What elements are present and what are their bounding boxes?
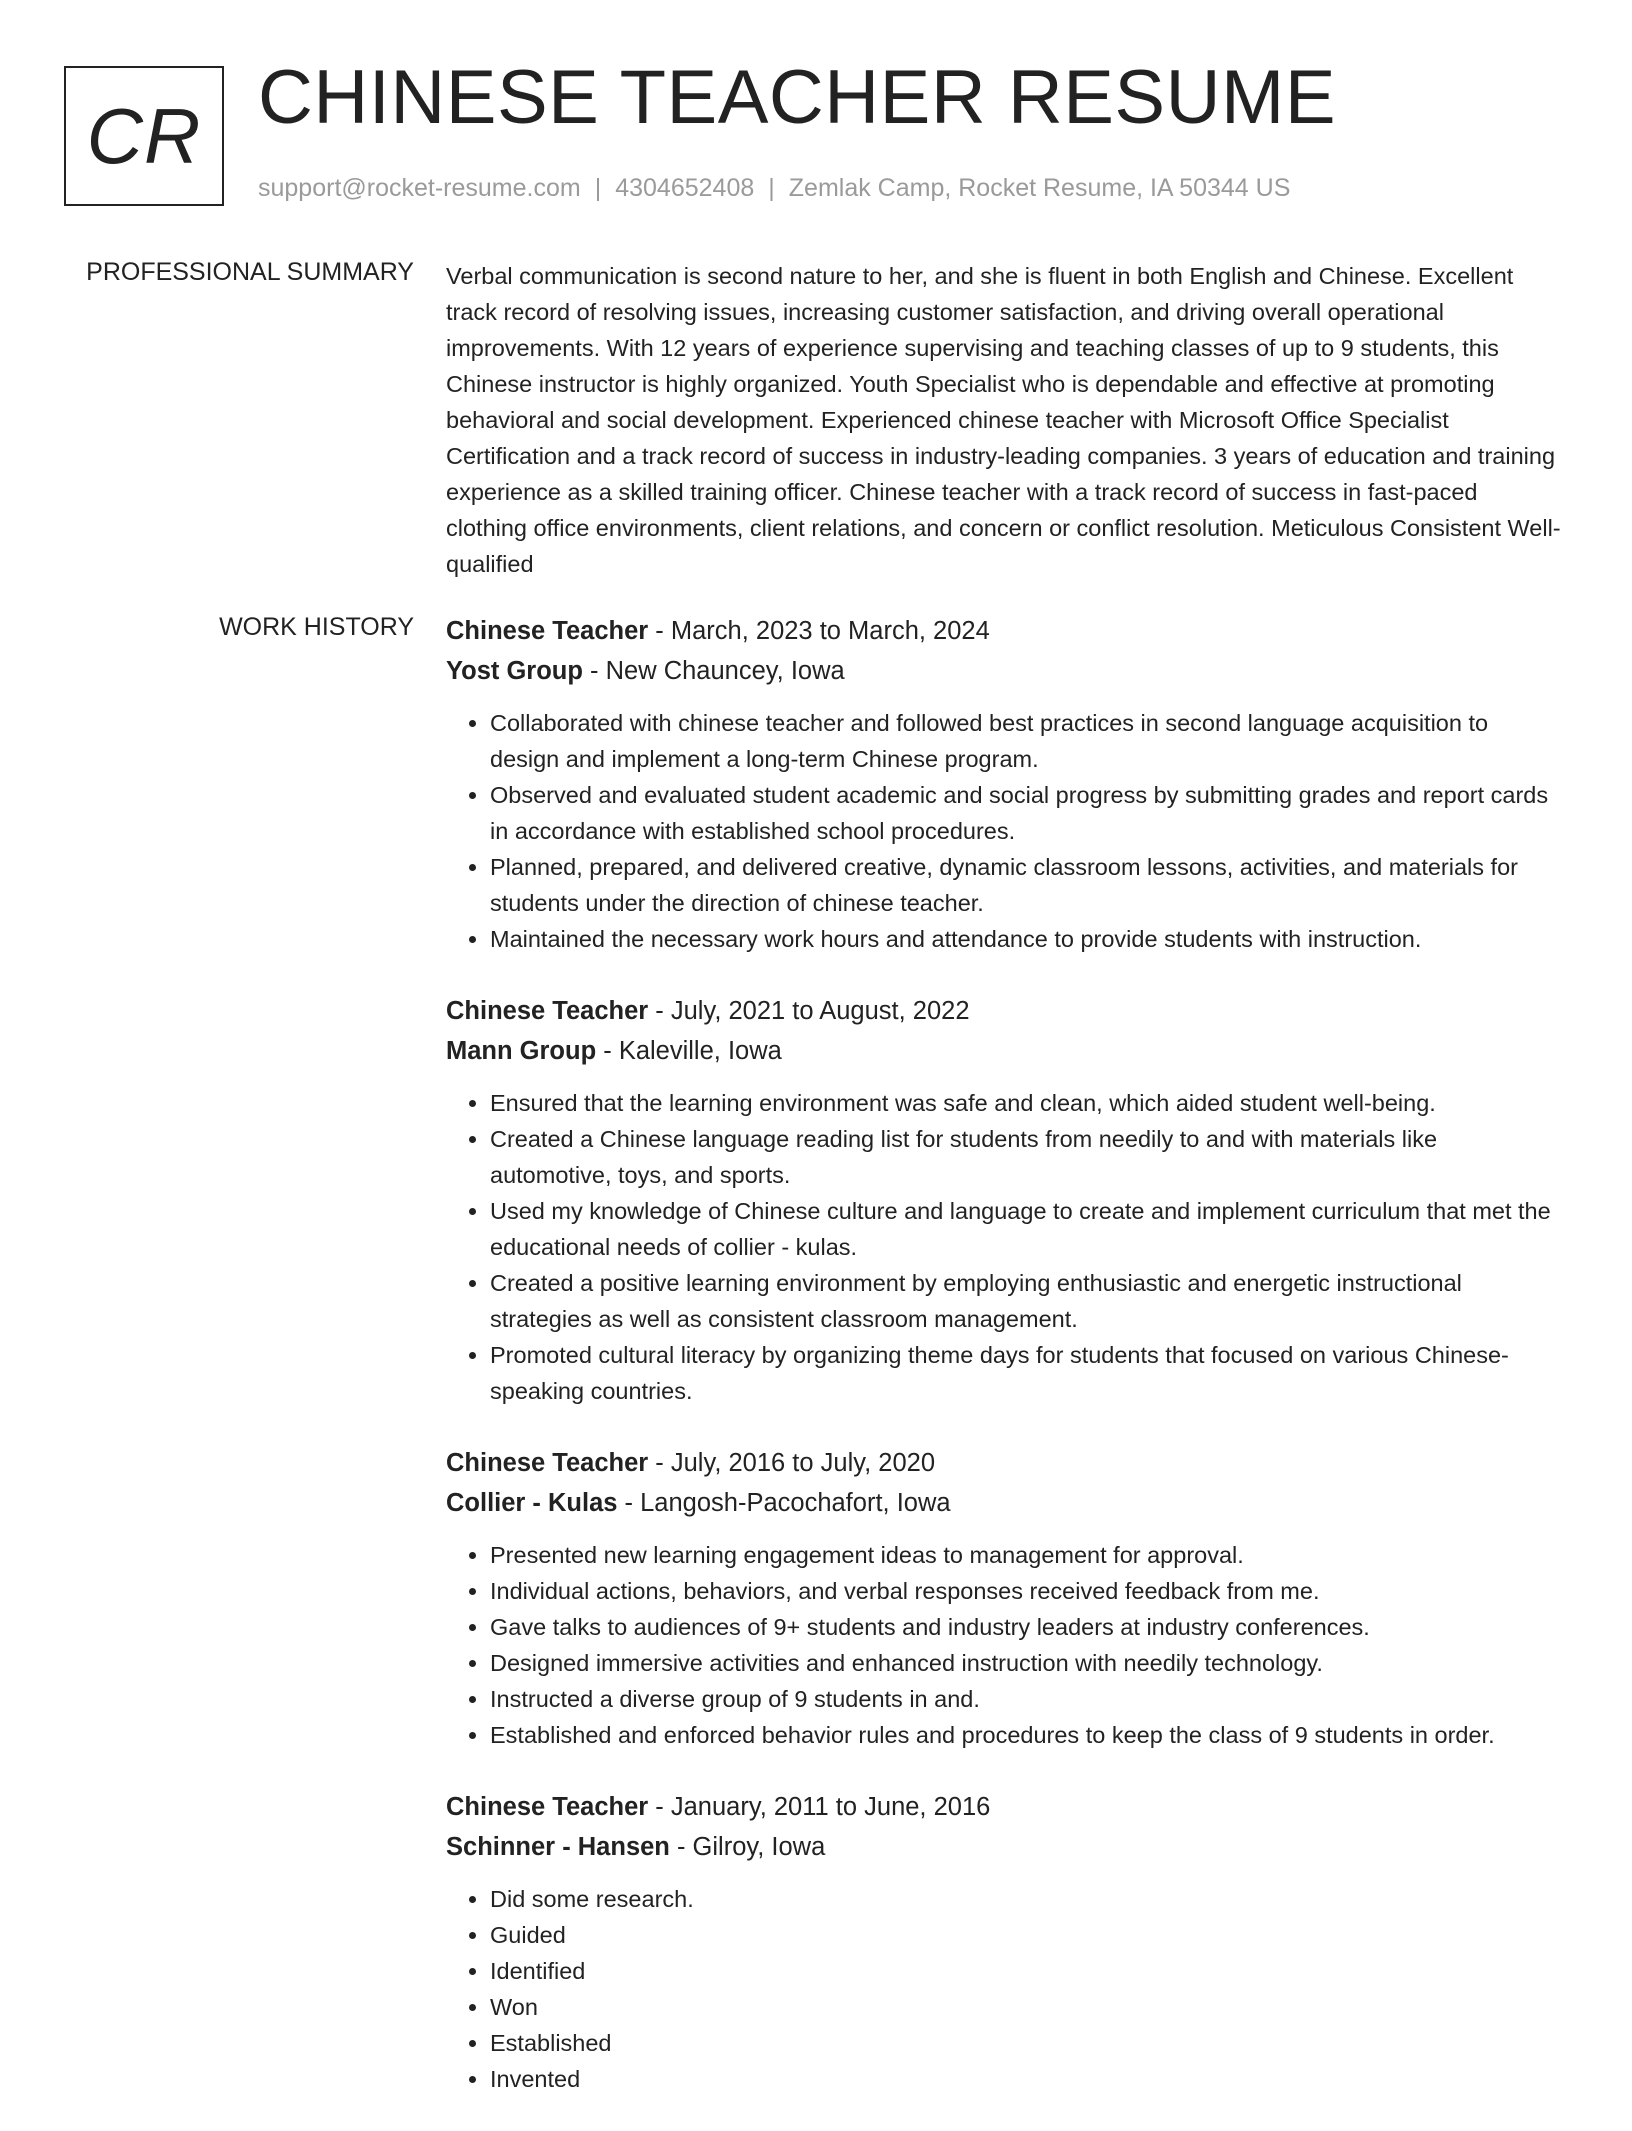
job-dates: - March, 2023 to March, 2024 bbox=[648, 617, 990, 645]
job-bullet: • Did some research. bbox=[490, 1881, 1561, 1917]
job-bullet: • Maintained the necessary work hours and attendance to provide students with instruction. bbox=[490, 921, 1561, 957]
job-bullet: • Presented new learning engagement ideas to management for approval. bbox=[490, 1537, 1561, 1573]
job-bullet: • Created a positive learning environment by employing enthusiastic and energetic instructional strategies as well as consistent classroom management. bbox=[490, 1265, 1561, 1337]
job-bullet: • Gave talks to audiences of 9+ students and industry leaders at industry conferences. bbox=[490, 1609, 1561, 1645]
job-bullet: • Planned, prepared, and delivered creative, dynamic classroom lessons, activities, and materials for students under the direction of chinese teacher. bbox=[490, 849, 1561, 921]
job-title: Chinese Teacher bbox=[446, 1449, 649, 1477]
job-bullets bbox=[446, 1085, 1561, 1409]
job-entry bbox=[446, 611, 1561, 957]
job-location: - Kaleville, Iowa bbox=[596, 1037, 782, 1065]
job-bullet: • Established bbox=[490, 2025, 1561, 2061]
job-bullet: • Collaborated with chinese teacher and followed best practices in second language acquisition to design and implement a long-term Chinese program. bbox=[490, 705, 1561, 777]
job-company-line bbox=[446, 1827, 1561, 1867]
job-title: Chinese Teacher bbox=[446, 617, 649, 645]
section-label-work-history: WORK HISTORY bbox=[219, 613, 414, 641]
job-location: - New Chauncey, Iowa bbox=[582, 657, 845, 685]
job-entry bbox=[446, 1787, 1561, 2097]
job-bullet: • Used my knowledge of Chinese culture and language to create and implement curriculum that met the educational needs of collier - kulas. bbox=[490, 1193, 1561, 1265]
job-bullet: • Established and enforced behavior rules and procedures to keep the class of 9 students in order. bbox=[490, 1717, 1561, 1753]
job-bullet: • Individual actions, behaviors, and verbal responses received feedback from me. bbox=[490, 1573, 1561, 1609]
job-company: Collier - Kulas bbox=[446, 1489, 618, 1517]
job-entry bbox=[446, 991, 1561, 1409]
work-history-section bbox=[446, 611, 1561, 2131]
monogram-box bbox=[64, 66, 224, 206]
job-company: Yost Group bbox=[446, 657, 583, 685]
job-bullet: • Guided bbox=[490, 1917, 1561, 1953]
job-bullet: • Instructed a diverse group of 9 students in and. bbox=[490, 1681, 1561, 1717]
job-dates: - July, 2021 to August, 2022 bbox=[648, 997, 970, 1025]
summary-text: Verbal communication is second nature to her, and she is fluent in both English and Chinese. Excellent track record of resolving issues, increasing customer satisfaction, and driving overall operational improvements. With 12 years of experience supervising and teaching classes of up to 9 students, this Chinese instructor is highly organized. Youth Specialist who is dependable and effective at promoting behavioral and social development. Experienced chinese teacher with Microsoft Office Specialist Certification and a track record of success in industry-leading companies. 3 years of education and training experience as a skilled training officer. Chinese teacher with a track record of success in fast-paced clothing office environments, client relations, and concern or conflict resolution. Meticulous Consistent Well-qualified bbox=[446, 263, 1561, 577]
job-company-line bbox=[446, 1483, 1561, 1523]
job-bullet: • Identified bbox=[490, 1953, 1561, 1989]
job-title-line bbox=[446, 991, 1561, 1031]
job-location: - Gilroy, Iowa bbox=[669, 1833, 826, 1861]
contact-separator: | bbox=[768, 174, 775, 202]
job-bullet: • Observed and evaluated student academic and social progress by submitting grades and report cards in accordance with established school procedures. bbox=[490, 777, 1561, 849]
job-title-line bbox=[446, 1787, 1561, 1827]
job-bullets bbox=[446, 705, 1561, 957]
job-title: Chinese Teacher bbox=[446, 997, 649, 1025]
job-company-line bbox=[446, 1031, 1561, 1071]
job-bullet: • Ensured that the learning environment was safe and clean, which aided student well-being. bbox=[490, 1085, 1561, 1121]
job-company: Mann Group bbox=[446, 1037, 597, 1065]
contact-line bbox=[258, 174, 1290, 203]
job-title: Chinese Teacher bbox=[446, 1793, 649, 1821]
job-bullet: • Won bbox=[490, 1989, 1561, 2025]
contact-address: Zemlak Camp, Rocket Resume, IA 50344 US bbox=[788, 174, 1291, 202]
job-title-line bbox=[446, 611, 1561, 651]
contact-email: support@rocket-resume.com bbox=[258, 174, 581, 202]
contact-phone: 4304652408 bbox=[615, 174, 755, 202]
job-bullet: • Invented bbox=[490, 2061, 1561, 2097]
resume-title: CHINESE TEACHER RESUME bbox=[258, 55, 1337, 140]
monogram-initials: CR bbox=[86, 91, 202, 180]
job-company-line bbox=[446, 651, 1561, 691]
job-bullets bbox=[446, 1881, 1561, 2097]
contact-separator: | bbox=[594, 174, 602, 202]
summary-section bbox=[446, 258, 1561, 582]
job-bullet: • Designed immersive activities and enhanced instruction with needily technology. bbox=[490, 1645, 1561, 1681]
job-entry bbox=[446, 1443, 1561, 1753]
section-label-summary: PROFESSIONAL SUMMARY bbox=[86, 258, 414, 286]
job-location: - Langosh-Pacochafort, Iowa bbox=[617, 1489, 951, 1517]
job-bullet: • Promoted cultural literacy by organizing theme days for students that focused on various Chinese-speaking countries. bbox=[490, 1337, 1561, 1409]
job-dates: - January, 2011 to June, 2016 bbox=[648, 1793, 991, 1821]
job-bullets bbox=[446, 1537, 1561, 1753]
job-title-line bbox=[446, 1443, 1561, 1483]
job-company: Schinner - Hansen bbox=[446, 1833, 670, 1861]
job-dates: - July, 2016 to July, 2020 bbox=[648, 1449, 936, 1477]
job-bullet: • Created a Chinese language reading list for students from needily to and with materials like automotive, toys, and sports. bbox=[490, 1121, 1561, 1193]
